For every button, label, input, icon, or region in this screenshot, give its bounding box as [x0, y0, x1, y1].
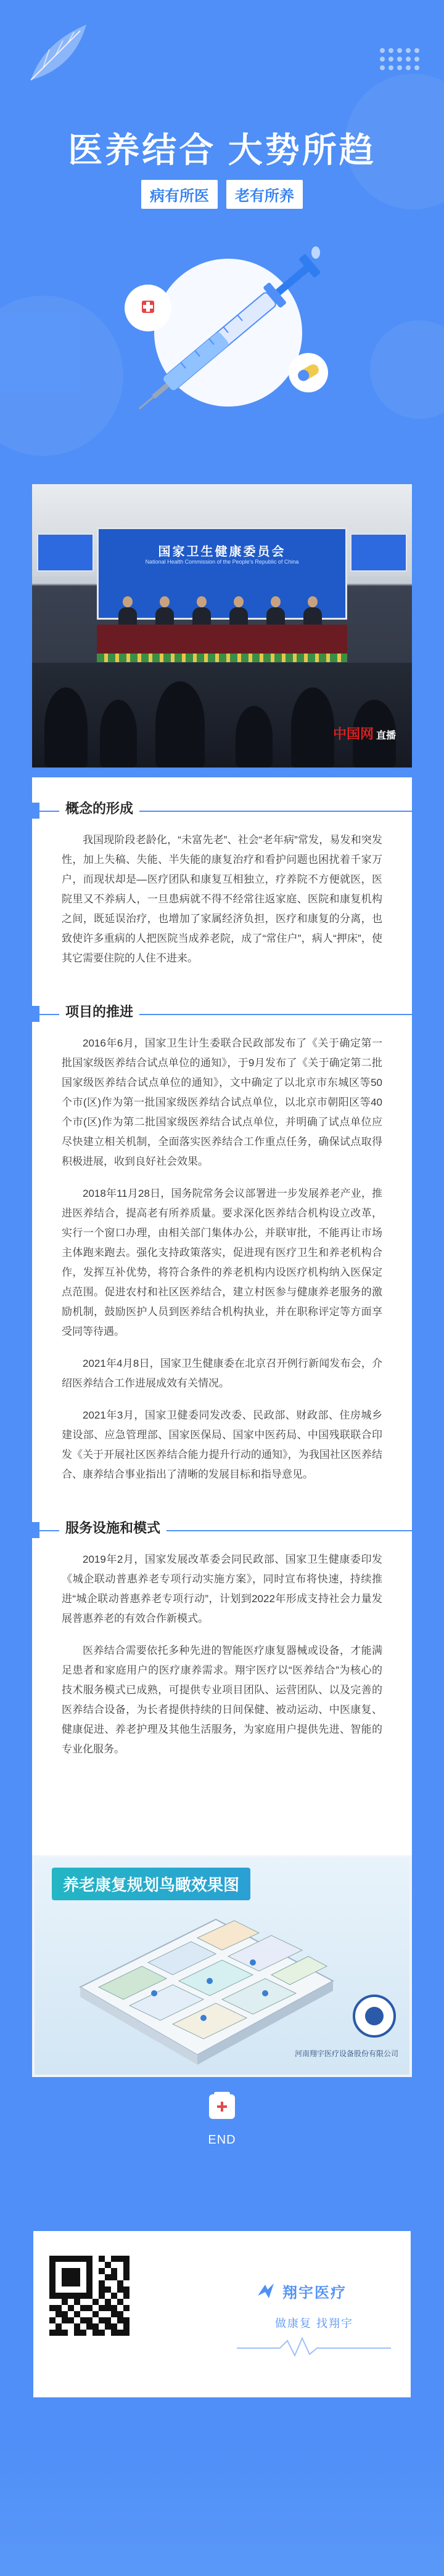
paragraph: 我国现阶段老龄化，“未富先老”、社会“老年病”常发，易发和突发性，加上失稿、失能、半失能的康复治疗和看护问题也困扰着千家万户，而现状却是—医疗团队和康复互相独立，疗养院不方便就医，医院里又不养病人，一旦患病就不得不经常往返家庭、医院和康复机构之间，既延误治疗，也增加了家属经济负担，医疗和康复的分离，也致使许多重病的人把医院当成养老院，成了“常住户”，病人“押床”，使其它需要住院的人住不进来。	[62, 834, 382, 964]
paragraph: 医养结合需要依托多种先进的智能医疗康复器械或设备，才能满足患者和家庭用户的医疗康养需求。翔宇医疗以“医养结合”为核心的技术服务模式已成熟，可提供专业项目团队、运营团队、以及完善的医养结合设备，为长者提供持续的日间保健、被动运动、中医康复、健康促进、养老护理及其他生活服务，为家庭用户提供先进、智能的专业化服务。	[62, 1645, 382, 1755]
paragraph: 2021年3月，国家卫健委同发改委、民政部、财政部、住房城乡建设部、应急管理部、国家医保局、国家中医药局、中国残联联合印发《关于开展社区医养结合能力提升行动的通知》，为我国社区医养结合、康养结合事业指出了清晰的发展目标和指导意见。	[62, 1409, 382, 1480]
company-name: 河南翔宇医疗设备股份有限公司	[294, 2049, 398, 2058]
audience-area	[32, 663, 412, 768]
paragraph: 2019年2月，国家发展改革委会同民政部、国家卫生健康委印发《城企联动普惠养老专项行动实施方案》，同时宣布将快速，持续推进“城企联动普惠养老专项行动”，计划到2022年形成支持社会力量发展普惠养老的有效合作新模式。	[62, 1553, 382, 1624]
decor-bubble	[370, 320, 444, 419]
brand-logo-icon	[255, 2281, 276, 2302]
tag-medical: 病有所医	[141, 180, 218, 209]
stage-subtitle: National Health Commission of the People's Republic of China	[145, 559, 299, 565]
speaker-table	[97, 625, 347, 655]
brand-name: 翔宇医疗	[282, 2285, 347, 2301]
end-marker	[0, 2094, 444, 2147]
heartbeat-line-icon	[237, 2336, 391, 2360]
section-title: 项目的推进	[59, 1002, 139, 1021]
medical-kit-icon	[209, 2094, 235, 2119]
press-conference-photo	[32, 484, 412, 768]
paragraph: 2016年6月，国家卫生计生委联合民政部发布了《关于确定第一批国家级医养结合试点单位的通知》，于9月发布了《关于确定第二批国家级医养结合试点单位的通知》，文中确定了以北京市东城区等50个市(区)作为第一批国家级医养结合试点单位，以北京市朝阳区等40个市(区)作为第二批国家级医养结合试点单位，并明确了试点单位应尽快建立相关机制，全面落实医养结合工作重点任务，确保试点取得积极进展，收到良好社会效果。	[62, 1037, 382, 1167]
section-heading	[32, 790, 412, 822]
footer-card	[33, 2231, 411, 2397]
syringe-illustration	[99, 216, 358, 437]
stage-title: 国家卫生健康委员会	[158, 545, 286, 559]
photo-side-screen	[350, 533, 407, 572]
section-heading	[32, 1509, 412, 1541]
company-seal-icon	[353, 1995, 396, 2038]
leaf-icon	[25, 18, 92, 86]
paragraph: 2018年11月28日，国务院常务会议部署进一步发展养老产业，推进医养结合，提高老有所养质量。要求深化医养结合机构设立改革，实行一个窗口办理，由相关部门集体办公，并联审批，不能再让市场主体跑来跑去。强化支持政策落实，促进现有医疗卫生和养老机构合作，发挥互补优势，将符合条件的养老机构内设医疗机构纳入医保定点范围。促进农村和社区医养结合，建立村医参与健康养老服务的激励机制，鼓励医护人员到医养结合机构执业，并在职称评定等方面享受同等待遇。	[62, 1188, 382, 1337]
brand-slogan: 做康复 找翔宇	[275, 2317, 354, 2330]
paragraph: 2021年4月8日，国家卫生健康委在北京召开例行新闻发布会，介绍医养结合工作进展成效有关情况。	[62, 1358, 382, 1389]
tag-elderly: 老有所养	[226, 180, 303, 209]
page-bottom	[0, 2445, 444, 2576]
decor-dots	[380, 48, 419, 70]
photo-side-screen	[37, 533, 94, 572]
qr-code[interactable]	[49, 2256, 130, 2336]
title-tags	[0, 180, 444, 209]
brand	[255, 2280, 347, 2302]
floor-plan-rendering	[32, 1855, 412, 2077]
section-title: 概念的形成	[59, 798, 139, 817]
table-flowers	[97, 654, 347, 662]
hero-banner	[0, 0, 444, 462]
plan-banner: 养老康复规划鸟瞰效果图	[52, 1868, 250, 1900]
isometric-floorplan	[62, 1913, 345, 2067]
end-label: END	[208, 2133, 236, 2147]
page-title: 医养结合 大势所趋	[68, 131, 376, 169]
section-title: 服务设施和模式	[59, 1518, 166, 1537]
section-heading	[32, 993, 412, 1025]
photo-watermark: 中国网 直播	[332, 726, 396, 742]
article-card	[32, 777, 412, 2077]
